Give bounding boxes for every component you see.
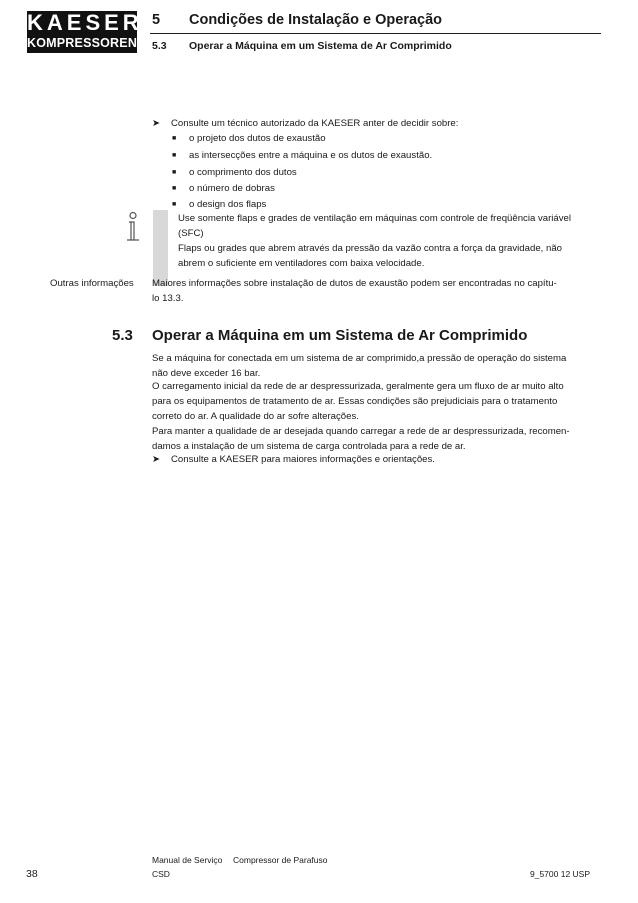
section-action: Consulte a KAESER para maiores informações e orientações.	[171, 454, 435, 465]
note-line: (SFC)	[178, 228, 204, 239]
action-arrow-icon: ➤	[152, 118, 161, 129]
header-section-number: 5.3	[152, 40, 167, 52]
kaeser-logo	[27, 10, 143, 53]
chapter-title: Condições de Instalação e Operação	[189, 12, 443, 28]
paragraph-line: correto do ar. A qualidade do ar sofre alterações.	[152, 411, 359, 422]
note-bar	[153, 210, 168, 286]
header-section-title: Operar a Máquina em um Sistema de Ar Comprimido	[189, 40, 452, 52]
bullet-icon: ■	[172, 135, 177, 142]
list-item: o número de dobras	[189, 183, 275, 194]
footer-doc-id: 9_5700 12 USP	[530, 869, 591, 879]
paragraph-line: damos a instalação de um sistema de carga controlada para a rede de ar.	[152, 441, 466, 452]
paragraph-line: Se a máquina for conectada em um sistema de ar comprimido,a pressão de operação do sistema	[152, 353, 567, 364]
paragraph-line: não deve exceder 16 bar.	[152, 368, 261, 379]
consult-intro: Consulte um técnico autorizado da KAESER anter de decidir sobre:	[171, 118, 459, 129]
header-rule	[150, 33, 601, 34]
bullet-icon: ■	[172, 185, 177, 192]
bullet-icon: ■	[172, 201, 177, 208]
section-title: Operar a Máquina em um Sistema de Ar Comprimido	[152, 327, 528, 344]
list-item: o design dos flaps	[189, 199, 267, 210]
section-number: 5.3	[112, 327, 133, 344]
section-paragraph-2	[152, 379, 602, 454]
footer-product: Compressor de Parafuso	[233, 855, 328, 865]
more-info-line: Maiores informações sobre instalação de dutos de exaustão podem ser encontradas no capítu-	[152, 278, 557, 289]
paragraph-line: O carregamento inicial da rede de ar despressurizada, geralmente gera um fluxo de ar muito alto	[152, 381, 564, 392]
chapter-number: 5	[152, 12, 161, 28]
page-number: 38	[26, 868, 38, 880]
more-info-text	[152, 276, 602, 306]
list-item: as intersecções entre a máquina e os dutos de exaustão.	[189, 150, 433, 161]
note-text	[178, 211, 600, 271]
logo-text-kompressoren: KOMPRESSOREN	[27, 36, 138, 50]
paragraph-line: para os equipamentos de tratamento de ar. Essas condições são prejudiciais para o tratamento	[152, 396, 558, 407]
info-icon	[121, 211, 145, 245]
list-item: o comprimento dos dutos	[189, 167, 297, 178]
logo-text-kaeser: KAESER	[27, 10, 143, 35]
bullet-icon: ■	[172, 152, 177, 159]
note-line: Use somente flaps e grades de ventilação em máquinas com controle de freqüência variável	[178, 213, 572, 224]
footer-model: CSD	[152, 869, 170, 879]
more-info-line: lo 13.3.	[152, 293, 184, 304]
note-line: Flaps ou grades que abrem através da pressão da vazão contra a força da gravidade, não	[178, 243, 562, 254]
bullet-icon: ■	[172, 169, 177, 176]
action-arrow-icon: ➤	[152, 454, 161, 465]
section-paragraph-1	[152, 351, 602, 381]
list-item: o projeto dos dutos de exaustão	[189, 133, 326, 144]
more-info-label: Outras informações	[50, 278, 134, 289]
note-line: abrem o suficiente em ventiladores com baixa velocidade.	[178, 258, 425, 269]
footer-doc-type: Manual de Serviço	[152, 855, 223, 865]
paragraph-line: Para manter a qualidade de ar desejada quando carregar a rede de ar despressurizada, recomen-	[152, 426, 570, 437]
